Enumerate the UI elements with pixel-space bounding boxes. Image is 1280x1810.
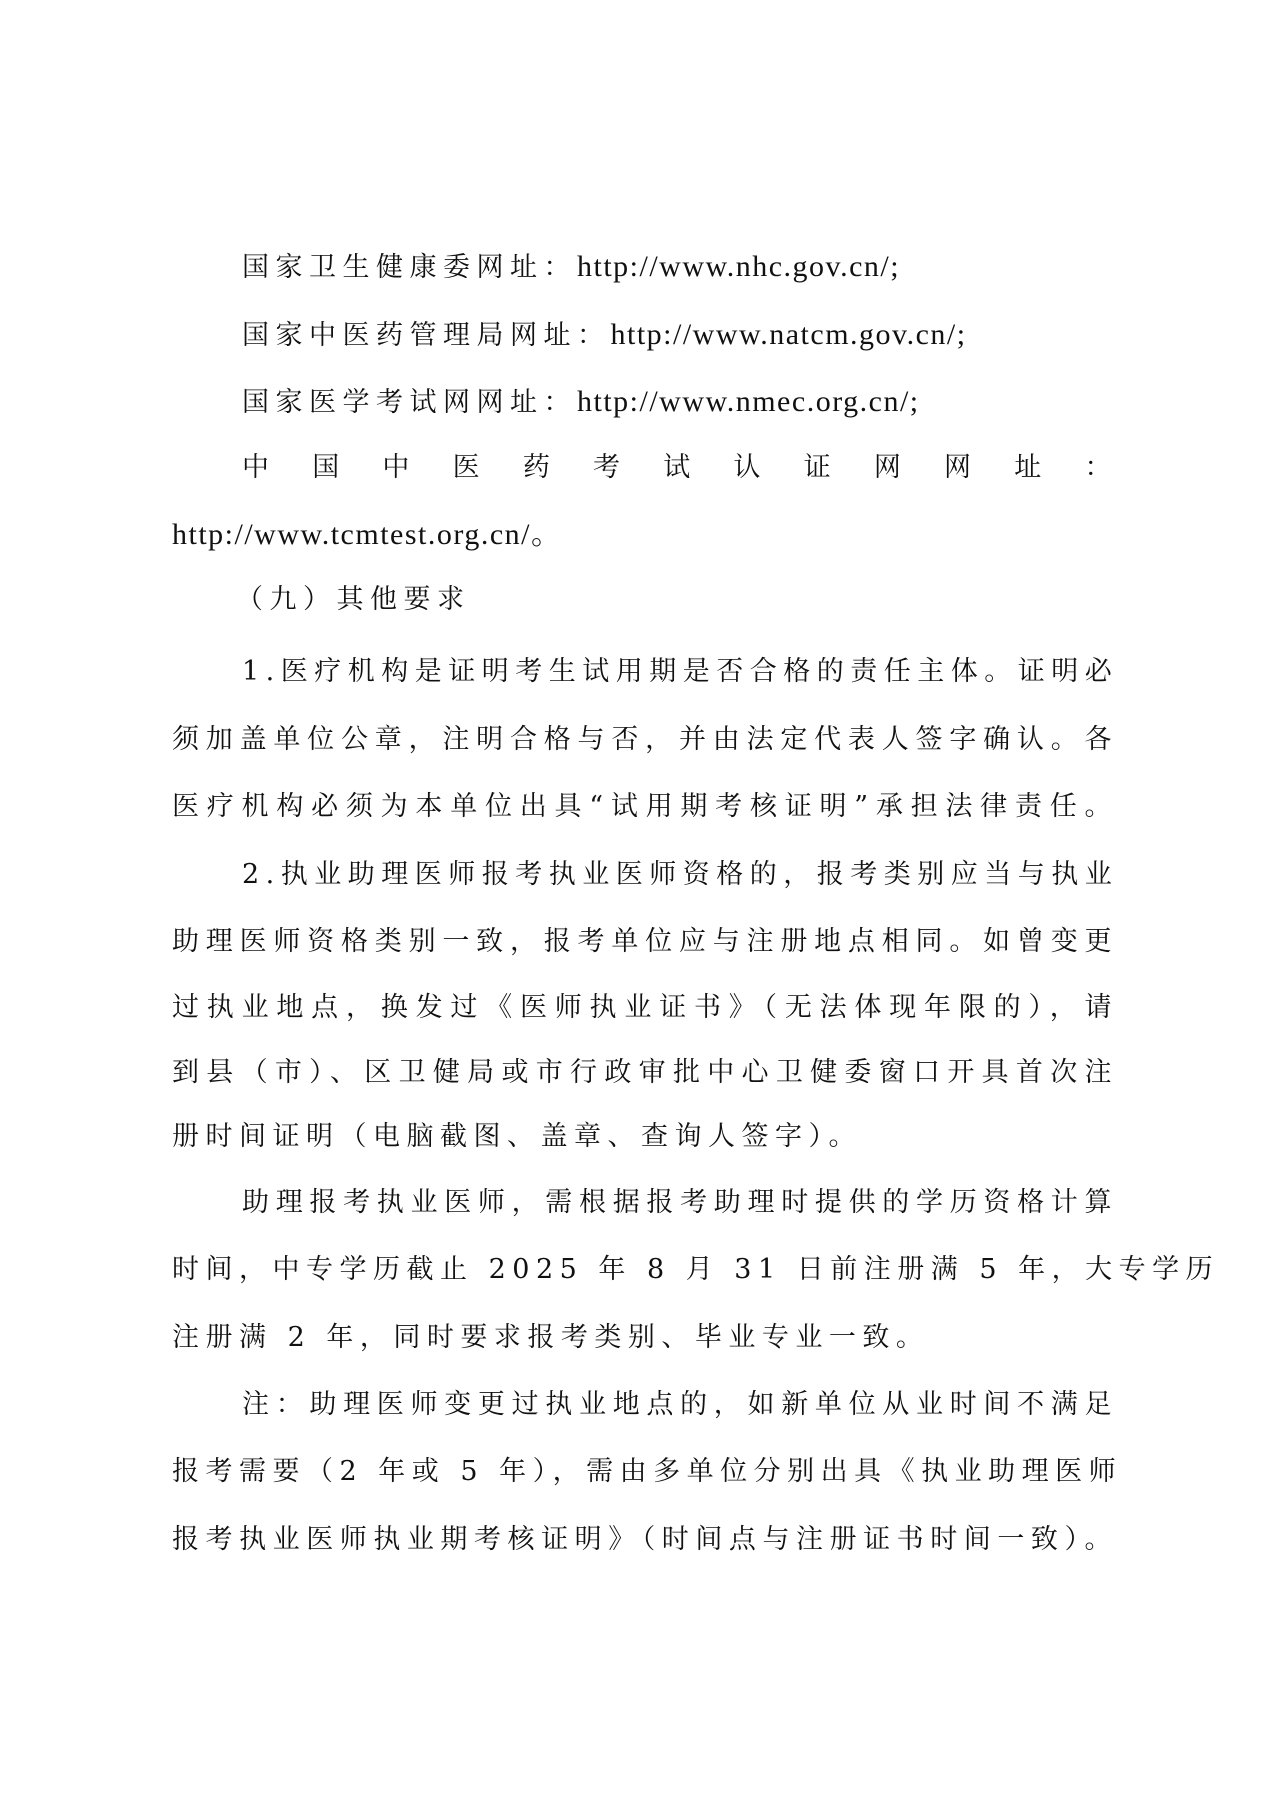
label-char: 址	[1014, 452, 1048, 483]
label-char: 考	[593, 452, 627, 483]
label-char: 中	[382, 452, 416, 483]
paragraph-3-line-3: 注册满 2 年，同时要求报考类别、毕业专业一致。	[172, 1322, 930, 1353]
paragraph-2-line-1: 2.执业助理医师报考执业医师资格的，报考类别应当与执业	[242, 859, 1119, 890]
note-line-2: 报考需要（2 年或 5 年），需由多单位分别出具《执业助理医师	[172, 1456, 1123, 1487]
paragraph-1-line-2: 须加盖单位公章，注明合格与否，并由法定代表人签字确认。各	[172, 724, 1118, 755]
section-heading: （九）其他要求	[236, 584, 471, 615]
label-char: 医	[452, 452, 487, 483]
website-line-nhc	[242, 247, 1118, 287]
website-url[interactable]: http://www.nmec.org.cn/;	[577, 385, 920, 418]
website-label: 国家卫生健康委网址：	[242, 252, 577, 283]
label-char: 试	[663, 452, 697, 483]
paragraph-1-line-3: 医疗机构必须为本单位出具“试用期考核证明”承担法律责任。	[172, 791, 1118, 822]
paragraph-2-line-4: 到县（市）、区卫健局或市行政审批中心卫健委窗口开具首次注	[172, 1057, 1118, 1088]
website-url[interactable]: http://www.tcmtest.org.cn/。	[172, 518, 563, 551]
note-line-1: 注：助理医师变更过执业地点的，如新单位从业时间不满足	[242, 1389, 1118, 1420]
label-char: 证	[803, 452, 838, 483]
website-line-tcmtest-url	[172, 515, 1118, 555]
paragraph-1-line-1: 1.医疗机构是证明考生试用期是否合格的责任主体。证明必	[242, 656, 1119, 687]
paragraph-3-line-2: 时间，中专学历截止 2025 年 8 月 31 日前注册满 5 年，大专学历	[172, 1254, 1220, 1285]
label-char: 国	[312, 452, 346, 483]
website-line-nmec	[242, 382, 1118, 422]
label-char: 网	[944, 452, 978, 483]
website-url[interactable]: http://www.natcm.gov.cn/;	[610, 318, 967, 351]
label-char: 药	[522, 452, 557, 483]
label-char: 认	[733, 452, 767, 483]
website-line-natcm	[242, 315, 1118, 355]
label-char: 网	[873, 452, 908, 483]
paragraph-3-line-1: 助理报考执业医师，需根据报考助理时提供的学历资格计算	[242, 1187, 1118, 1218]
label-char: 中	[242, 452, 276, 483]
note-line-3: 报考执业医师执业期考核证明》（时间点与注册证书时间一致）。	[172, 1524, 1118, 1555]
paragraph-2-line-2: 助理医师资格类别一致，报考单位应与注册地点相同。如曾变更	[172, 926, 1118, 957]
label-char: ：	[1084, 452, 1118, 483]
website-url[interactable]: http://www.nhc.gov.cn/;	[577, 250, 901, 283]
website-label: 国家医学考试网网址：	[242, 387, 577, 418]
paragraph-2-line-3: 过执业地点，换发过《医师执业证书》（无法体现年限的），请	[172, 992, 1118, 1023]
website-line-tcmtest-label	[242, 448, 1118, 488]
website-label: 国家中医药管理局网址：	[242, 320, 611, 351]
paragraph-2-line-5: 册时间证明（电脑截图、盖章、查询人签字）。	[172, 1121, 862, 1152]
